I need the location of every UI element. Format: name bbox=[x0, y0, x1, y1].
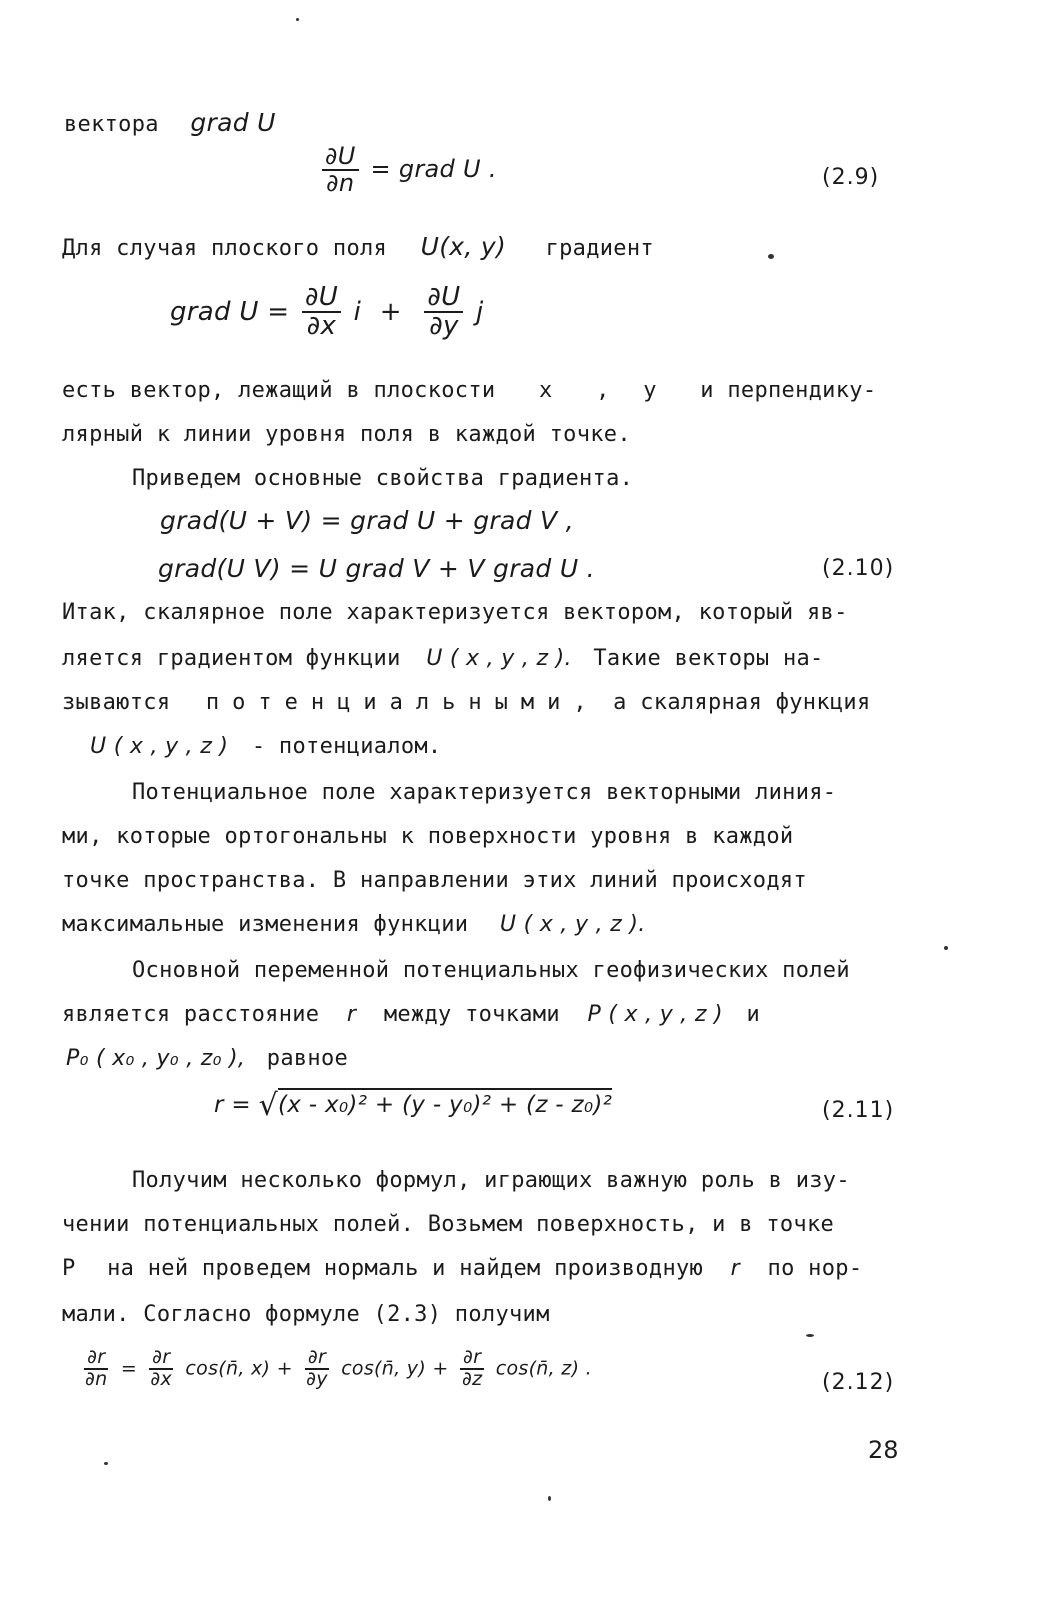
denominator: ∂y bbox=[429, 311, 459, 342]
text-fragment: является расстояние bbox=[62, 1002, 320, 1027]
text-fragment: и перпендику- bbox=[700, 378, 877, 403]
fraction bbox=[303, 1348, 331, 1390]
math-variable: r bbox=[730, 1256, 740, 1281]
equation-2-11 bbox=[214, 1088, 612, 1123]
text-fragment: Такие векторы на- bbox=[593, 646, 824, 671]
text-line bbox=[62, 232, 654, 261]
math-variable: x bbox=[539, 378, 553, 403]
cosine-term: cos(n̄, z) . bbox=[495, 1357, 592, 1380]
emphasized-term: потенциальными, bbox=[205, 690, 600, 715]
math-variable: r bbox=[346, 1002, 357, 1027]
numerator: ∂r bbox=[305, 1348, 329, 1370]
equation-gradient bbox=[170, 284, 484, 341]
equation-property-2: grad(U V) = U grad V + V grad U . bbox=[158, 554, 595, 583]
numerator: ∂r bbox=[84, 1348, 108, 1370]
denominator: ∂n bbox=[326, 169, 355, 198]
math-expression: U ( x , y , z ). bbox=[426, 646, 572, 671]
equation-lhs: r = bbox=[214, 1092, 251, 1118]
equation-2-9 bbox=[318, 144, 497, 196]
equation-number: (2.12) bbox=[822, 1370, 895, 1395]
text-fragment: на ней проведем нормаль и найдем производную bbox=[107, 1256, 704, 1281]
fraction bbox=[424, 284, 463, 341]
text-line: чении потенциальных полей. Возьмем поверхность, и в точке bbox=[62, 1212, 835, 1237]
text-line: Получим несколько формул, играющих важную роль в изу- bbox=[132, 1168, 850, 1193]
text-fragment: максимальные изменения функции bbox=[62, 912, 469, 937]
text-line bbox=[62, 690, 871, 715]
math-expression: U(x, y) bbox=[420, 232, 507, 261]
denominator: ∂x bbox=[150, 1367, 173, 1390]
scan-speck bbox=[768, 254, 774, 259]
text-line: ми, которые ортогональны к поверхности уровня в каждой bbox=[62, 824, 794, 849]
fraction bbox=[322, 144, 359, 196]
fraction bbox=[147, 1348, 175, 1390]
text-fragment: равное bbox=[266, 1046, 349, 1071]
unit-vector-i: i bbox=[353, 296, 362, 327]
text-line bbox=[62, 1256, 862, 1281]
text-fragment: и bbox=[746, 1002, 761, 1027]
math-variable: y bbox=[643, 378, 657, 403]
plus-sign: + bbox=[379, 296, 402, 327]
text-fragment: есть вектор, лежащий в плоскости bbox=[62, 378, 496, 403]
text-line bbox=[66, 1046, 348, 1071]
scan-speck bbox=[944, 946, 948, 950]
text-fragment: - потенциалом. bbox=[251, 734, 442, 759]
numerator: ∂r bbox=[460, 1348, 484, 1370]
denominator: ∂n bbox=[85, 1367, 108, 1390]
page-number: 28 bbox=[868, 1436, 899, 1464]
cosine-term: cos(n̄, x) + bbox=[185, 1357, 293, 1380]
text-line: Потенциальное поле характеризуется векторными линия- bbox=[132, 780, 837, 805]
math-expression: U ( x , y , z ). bbox=[499, 912, 646, 937]
equation-2-12 bbox=[78, 1348, 592, 1390]
text-fragment: Для случая плоского поля bbox=[62, 236, 388, 261]
text-line: Приведем основные свойства градиента. bbox=[132, 466, 634, 491]
denominator: ∂y bbox=[306, 1367, 328, 1390]
numerator: ∂U bbox=[424, 284, 463, 313]
denominator: ∂x bbox=[306, 311, 337, 342]
equation-number: (2.11) bbox=[822, 1098, 895, 1123]
text-line bbox=[90, 734, 441, 759]
equation-lhs: grad U = bbox=[170, 296, 290, 327]
text-line: точке пространства. В направлении этих линий происходят bbox=[62, 868, 807, 893]
numerator: ∂U bbox=[302, 284, 341, 313]
radicand: (x - x₀)² + (y - y₀)² + (z - z₀)² bbox=[278, 1088, 612, 1118]
fraction bbox=[459, 1348, 485, 1390]
fraction bbox=[82, 1348, 110, 1390]
math-expression: P₀ ( x₀ , y₀ , z₀ ), bbox=[66, 1046, 246, 1071]
text-fragment: а скалярная функция bbox=[613, 690, 871, 715]
equation-property-1: grad(U + V) = grad U + grad V , bbox=[160, 506, 574, 535]
unit-vector-j: j bbox=[476, 296, 484, 327]
denominator: ∂z bbox=[461, 1367, 483, 1390]
numerator: ∂U bbox=[322, 144, 359, 171]
text-fragment: ляется градиентом функции bbox=[62, 646, 401, 671]
text-line: мали. Согласно формуле (2.3) получим bbox=[62, 1302, 550, 1327]
fraction bbox=[302, 284, 341, 341]
numerator: ∂r bbox=[149, 1348, 173, 1370]
equation-number: (2.10) bbox=[822, 556, 895, 581]
math-variable: P bbox=[62, 1256, 76, 1281]
math-expression: P ( x , y , z ) bbox=[587, 1002, 723, 1027]
text-line bbox=[62, 646, 824, 671]
text-line bbox=[62, 378, 876, 403]
text-fragment: между точками bbox=[383, 1002, 560, 1027]
scan-speck bbox=[548, 1496, 551, 1501]
sqrt-icon: √ bbox=[258, 1088, 278, 1123]
equation-number: (2.9) bbox=[822, 165, 880, 190]
text-line bbox=[64, 108, 276, 137]
math-expression: U ( x , y , z ) bbox=[90, 734, 229, 759]
scan-speck bbox=[806, 1334, 814, 1337]
scan-speck bbox=[104, 1462, 108, 1465]
math-expression: grad U bbox=[190, 108, 276, 137]
cosine-term: cos(n̄, y) + bbox=[341, 1357, 449, 1380]
text-fragment: вектора bbox=[64, 112, 159, 137]
text-line bbox=[62, 1002, 760, 1027]
equals-sign: = bbox=[120, 1357, 138, 1380]
text-fragment: зываются bbox=[62, 690, 171, 715]
equation-rhs: = grad U . bbox=[370, 155, 497, 184]
text-line: Итак, скалярное поле характеризуется вектором, который яв- bbox=[62, 600, 848, 625]
text-line: Основной переменной потенциальных геофизических полей bbox=[132, 958, 850, 983]
text-fragment: градиент bbox=[545, 236, 654, 261]
scan-speck bbox=[296, 18, 299, 21]
text-fragment: , bbox=[596, 378, 610, 403]
text-fragment: по нор- bbox=[767, 1256, 863, 1281]
text-line: лярный к линии уровня поля в каждой точке. bbox=[62, 422, 631, 447]
text-line bbox=[62, 912, 646, 937]
